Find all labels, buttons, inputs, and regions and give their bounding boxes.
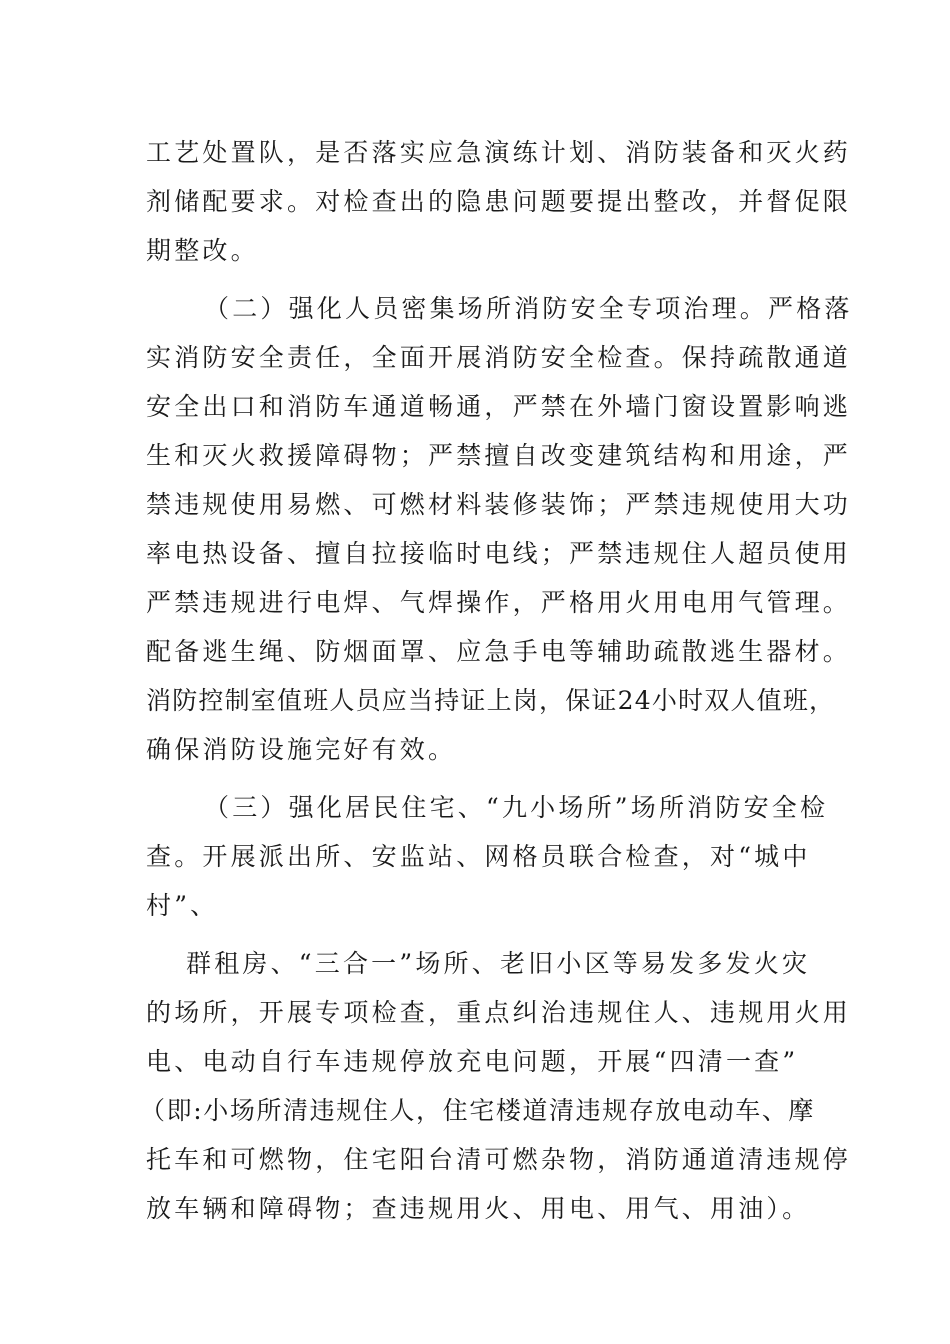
document-body [140,128,853,1233]
paragraph-intro [146,128,852,275]
text-line: 生和灭火救援障碍物；严禁擅自改变建筑结构和用途，严 [146,441,852,470]
text-line: 群租房、“三合一”场所、老旧小区等易发多发火灾 [186,949,811,978]
text-line: 工艺处置队，是否落实应急演练计划、消防装备和灭火药 [146,138,852,167]
text-line: 严禁违规进行电焊、气焊操作，严格用火用电用气管理。 [146,588,852,617]
text-line: 剂储配要求。对检查出的隐患问题要提出整改，并督促限 [146,187,852,216]
text-line: 查。开展派出所、安监站、网格员联合检查，对“城中 [146,842,811,871]
text-line: 实消防安全责任，全面开展消防安全检查。保持疏散通道 [146,343,852,372]
paragraph-crowded-places [146,284,853,774]
text-line: 率电热设备、擅自拉接临时电线；严禁违规住人超员使用 [146,539,852,568]
text-line: 托车和可燃物，住宅阳台清可燃杂物，消防通道清违规停 [146,1145,852,1174]
text-line: 电、电动自行车违规停放充电问题，开展“四清一查” [146,1047,799,1076]
paragraph-heading-line: （三）强化居民住宅、“九小场所”场所消防安全检 [204,793,829,822]
text-line: （即:小场所清违规住人，住宅楼道清违规存放电动车、摩 [140,1096,816,1125]
text-line: 期整改。 [146,236,259,265]
text-line: 安全出口和消防车通道畅通，严禁在外墙门窗设置影响逃 [146,392,852,421]
text-line: 放车辆和障碍物；查违规用火、用电、用气、用油）。 [146,1194,811,1223]
text-line: 禁违规使用易燃、可燃材料装修装饰；严禁违规使用大功 [146,490,852,519]
text-line: 的场所，开展专项检查，重点纠治违规住人、违规用火用 [146,998,852,1027]
paragraph-residential [146,783,829,930]
paragraph-rental-housing [140,939,852,1233]
text-line: 村”、 [146,891,219,920]
text-line: 确保消防设施完好有效。 [146,735,457,764]
paragraph-heading-line: （二）强化人员密集场所消防安全专项治理。严格落 [204,294,853,323]
text-line: 配备逃生绳、防烟面罩、应急手电等辅助疏散逃生器材。 [146,637,852,666]
text-line: 消防控制室值班人员应当持证上岗，保证24小时双人值班， [146,686,836,715]
